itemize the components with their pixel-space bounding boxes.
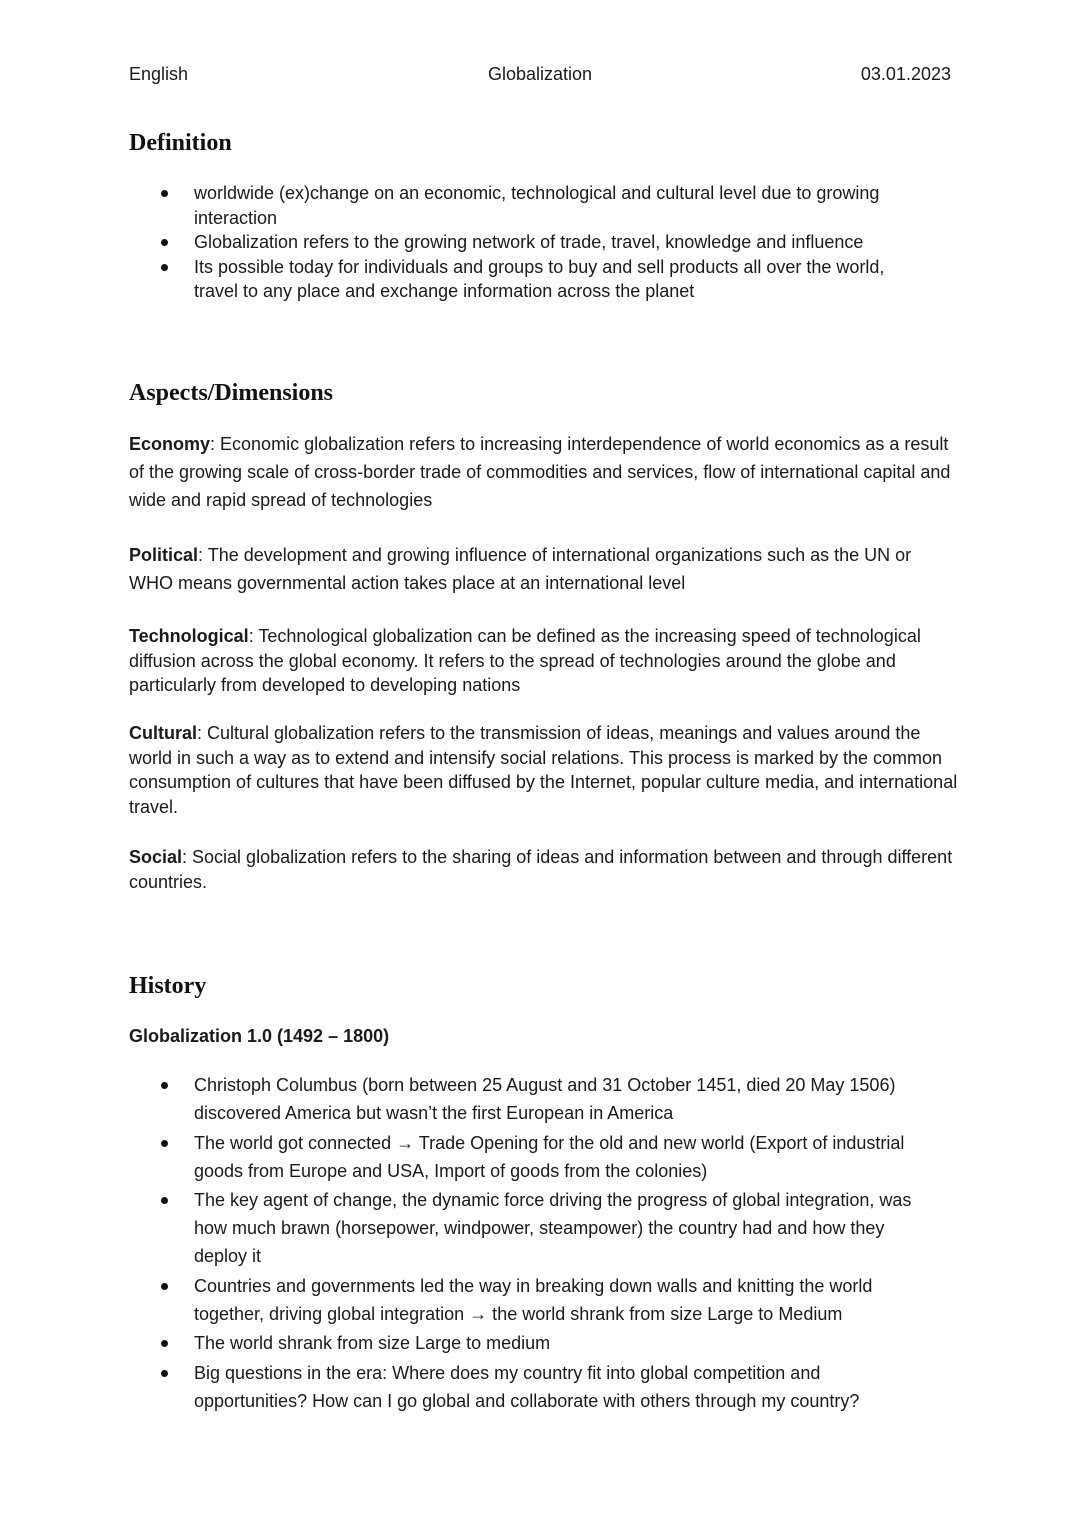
list-item: Big questions in the era: Where does my country fit into global competition and opportunities? How can I go global and collaborate with others through my country?	[129, 1359, 929, 1415]
header-date: 03.01.2023	[860, 64, 951, 84]
social-paragraph	[129, 845, 959, 894]
cultural-paragraph	[129, 721, 959, 819]
header-topic: Globalization	[487, 64, 593, 84]
social-text: : Social globalization refers to the sharing of ideas and information between and through different countries.	[129, 847, 953, 892]
list-item: The world got connected → Trade Opening for the old and new world (Export of industrial goods from Europe and USA, Import of goods from the colonies)	[129, 1129, 929, 1185]
technological-text: : Technological globalization can be defined as the increasing speed of technological diffusion across the global economy. It refers to the spread of technologies around the globe and particularly from developed to developing nations	[129, 626, 921, 695]
list-item: worldwide (ex)change on an economic, technological and cultural level due to growing interaction	[129, 181, 929, 230]
list-item: The key agent of change, the dynamic force driving the progress of global integration, was how much brawn (horsepower, windpower, steampower) the country had and how they deploy it	[129, 1186, 929, 1270]
economy-paragraph	[129, 430, 959, 514]
technological-term: Technological	[129, 626, 249, 646]
technological-paragraph	[129, 624, 959, 698]
page-header	[129, 64, 951, 90]
social-term: Social	[129, 847, 183, 867]
list-item: Its possible today for individuals and groups to buy and sell products all over the world, travel to any place and exchange information across the planet	[129, 255, 929, 304]
header-subject: English	[129, 64, 189, 84]
aspects-heading: Aspects/Dimensions	[129, 380, 334, 406]
definition-heading: Definition	[129, 130, 232, 156]
list-item: Christoph Columbus (born between 25 August and 31 October 1451, died 20 May 1506) discovered America but wasn’t the first European in America	[129, 1071, 929, 1127]
definition-list	[129, 181, 929, 304]
list-item: Countries and governments led the way in breaking down walls and knitting the world together, driving global integration → the world shrank from size Large to Medium	[129, 1272, 929, 1328]
political-text: : The development and growing influence of international organizations such as the UN or WHO means governmental action takes place at an international level	[129, 545, 912, 593]
list-item: Globalization refers to the growing network of trade, travel, knowledge and influence	[129, 230, 929, 255]
cultural-text: : Cultural globalization refers to the transmission of ideas, meanings and values around the world in such a way as to extend and intensify social relations. This process is marked by the common consumption of cultures that have been diffused by the Internet, popular culture media, and international travel.	[129, 723, 958, 817]
political-paragraph	[129, 541, 959, 597]
political-term: Political	[129, 545, 199, 565]
history-subheading: Globalization 1.0 (1492 – 1800)	[129, 1026, 390, 1046]
list-item: The world shrank from size Large to medium	[129, 1329, 929, 1357]
economy-text: : Economic globalization refers to increasing interdependence of world economics as a result of the growing scale of cross-border trade of commodities and services, flow of international capital and wide and rapid spread of technologies	[129, 434, 951, 510]
history-list	[129, 1071, 929, 1416]
economy-term: Economy	[129, 434, 211, 454]
cultural-term: Cultural	[129, 723, 198, 743]
history-heading: History	[129, 973, 207, 999]
